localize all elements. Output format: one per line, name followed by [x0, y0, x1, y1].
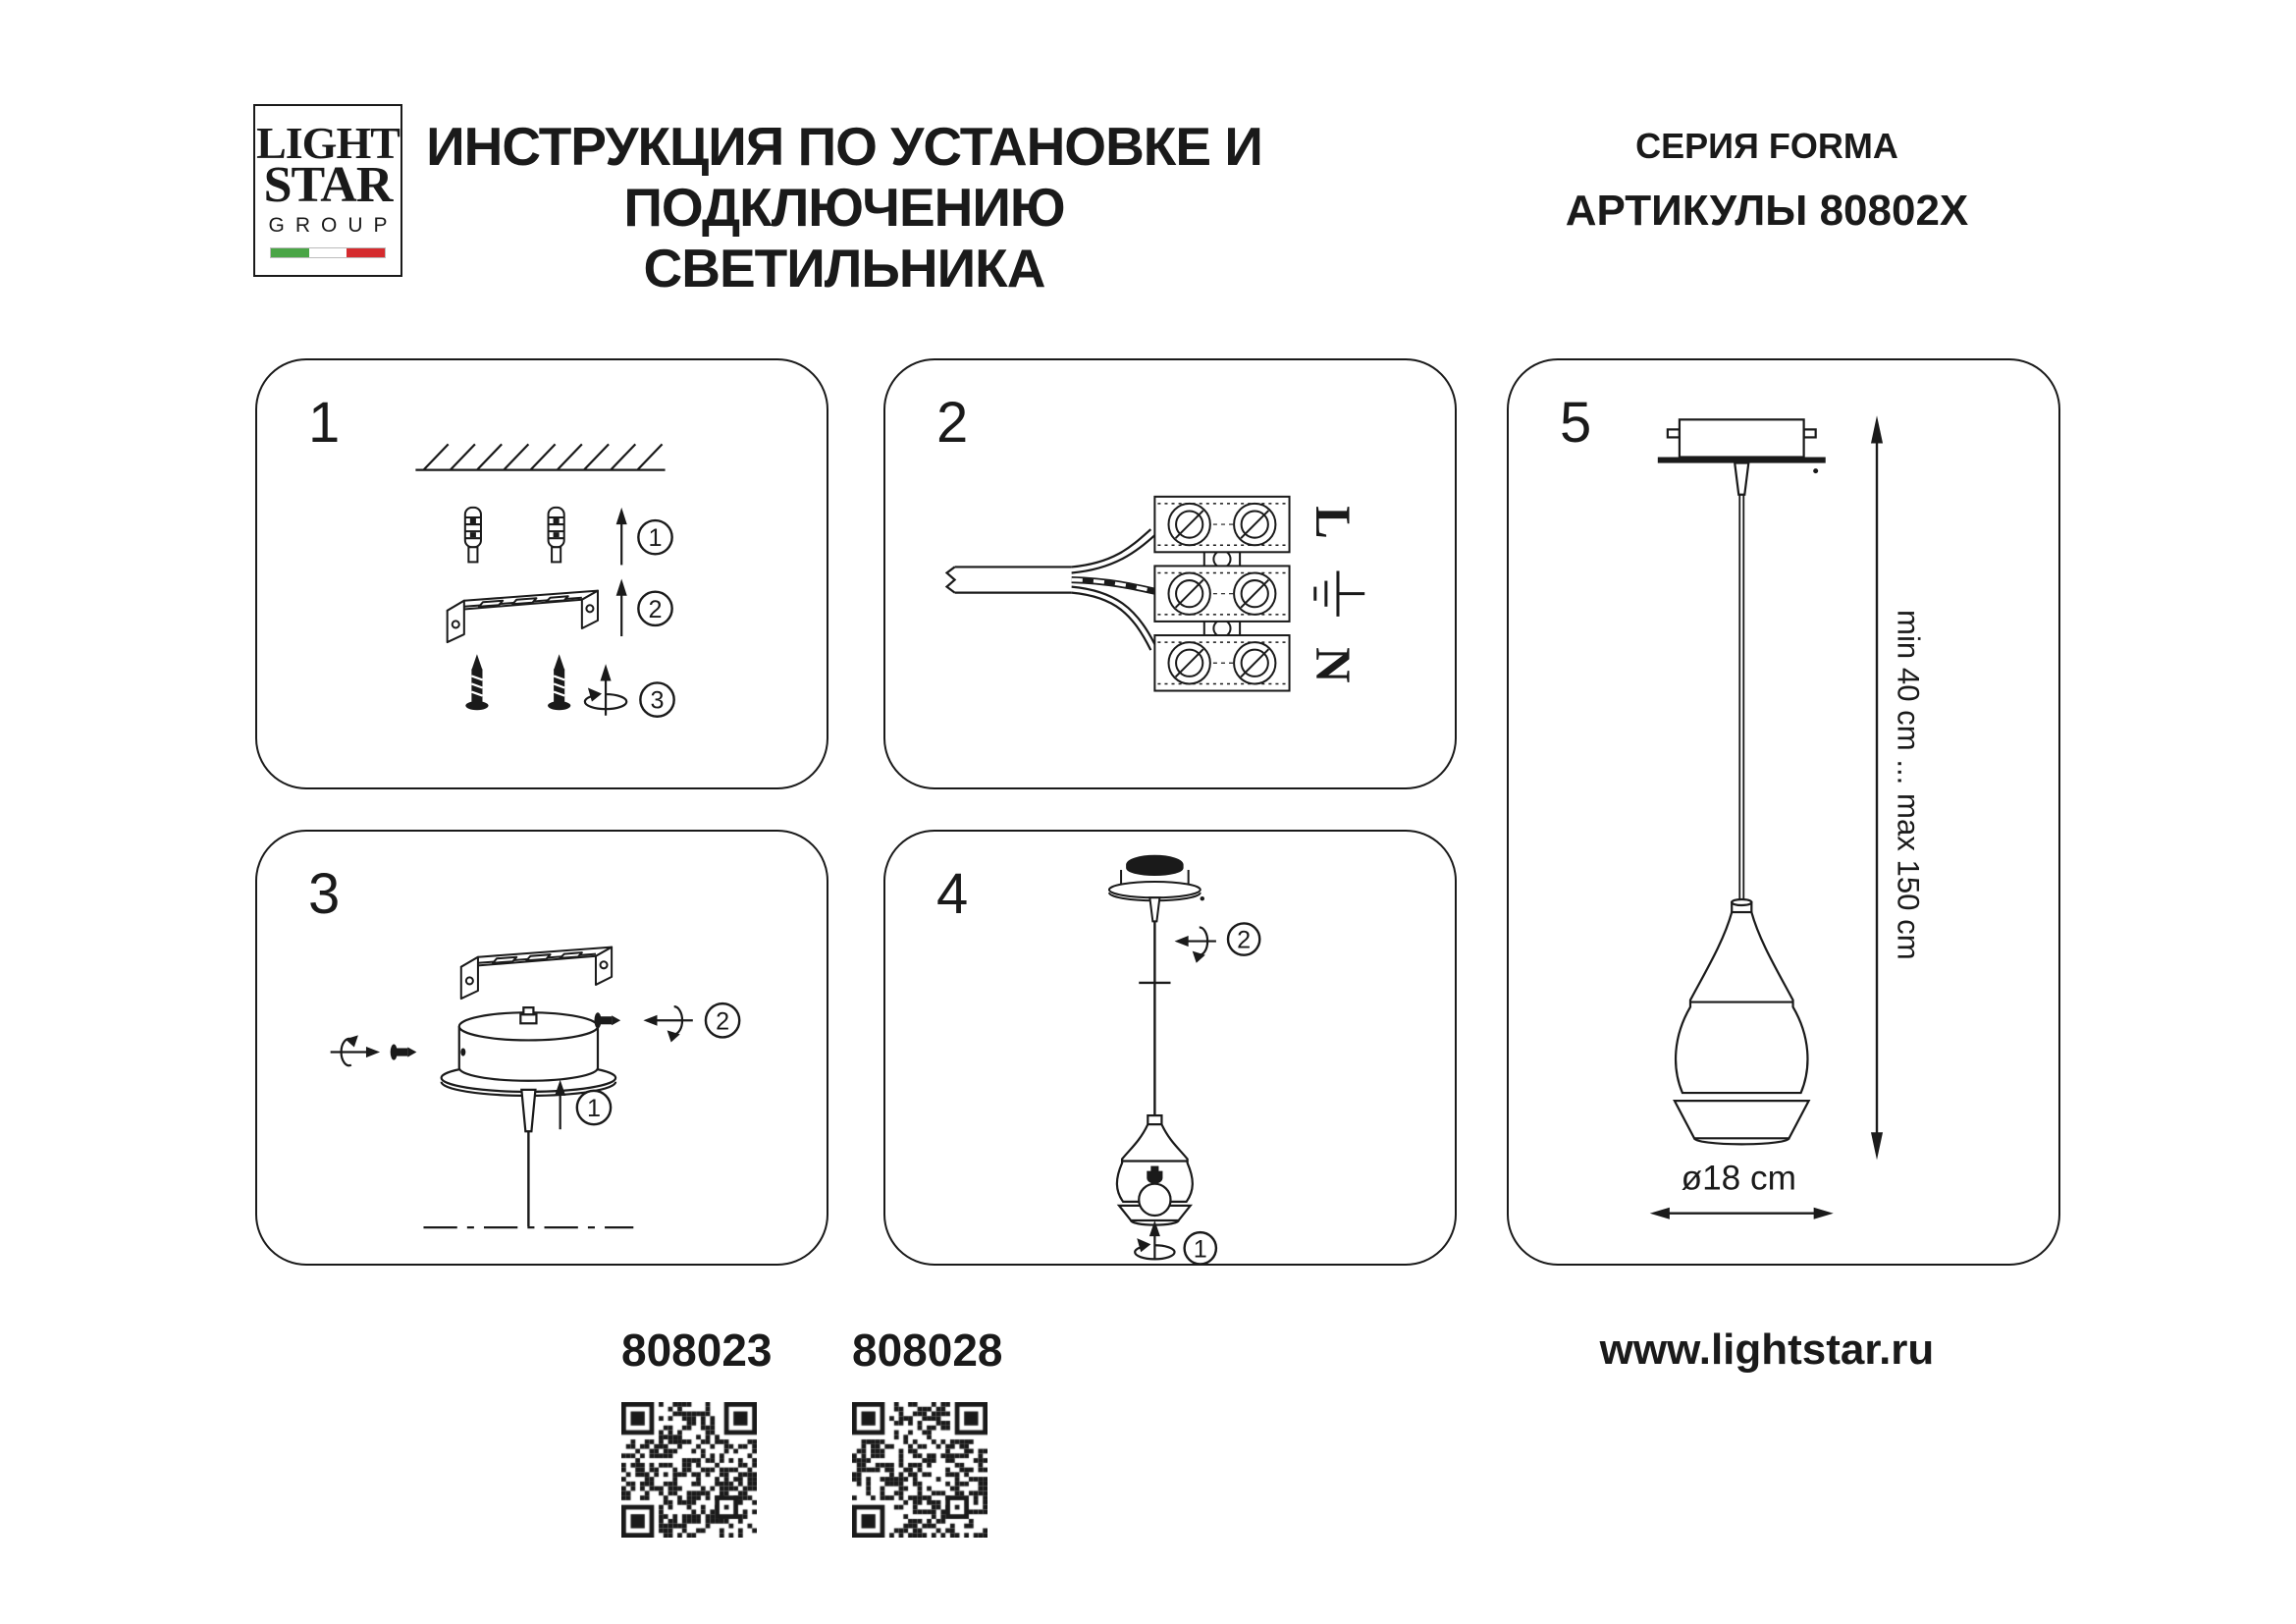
svg-text:1: 1	[1193, 1235, 1207, 1264]
ground-symbol	[1315, 570, 1364, 616]
step-marker-1	[1185, 1232, 1216, 1264]
terminal-label-neutral: N	[1305, 647, 1361, 683]
panel-step-2	[883, 358, 1457, 789]
panel-step-4	[883, 830, 1457, 1266]
power-cable-icon	[947, 529, 1155, 650]
step-number: 1	[308, 391, 341, 455]
panel1-diagram	[257, 360, 827, 787]
article-code: 808028	[852, 1325, 1003, 1376]
brand-logo	[253, 104, 402, 277]
article-code: 808023	[621, 1325, 773, 1376]
italian-flag-icon	[270, 247, 386, 258]
wall-plug-icon	[465, 508, 564, 562]
cord-icon	[1739, 495, 1743, 902]
arrow-up-icon	[616, 579, 627, 637]
ceiling-hatch-icon	[415, 444, 665, 469]
title-line: ИНСТРУКЦИЯ ПО УСТАНОВКЕ И	[426, 116, 1262, 177]
terminal-block-icon	[1154, 497, 1289, 691]
svg-text:2: 2	[648, 595, 663, 623]
page-title	[422, 116, 1266, 298]
step-marker-1	[638, 520, 671, 554]
shade-icon	[1675, 899, 1809, 1144]
height-range-label: min 40 cm ... max 150 cm	[1891, 610, 1926, 960]
svg-text:2: 2	[716, 1007, 730, 1036]
series-name: СЕРИЯ FORMA	[1635, 126, 1898, 166]
rotate-icon	[585, 664, 626, 715]
title-line: ПОДКЛЮЧЕНИЮ СВЕТИЛЬНИКА	[623, 177, 1065, 298]
rotate-icon	[1135, 1220, 1174, 1259]
series-block	[1512, 126, 2022, 236]
earth-wire-icon	[1072, 580, 1157, 592]
qr-code	[621, 1402, 757, 1538]
canopy-icon	[1658, 419, 1826, 494]
panel-step-5	[1507, 358, 2060, 1266]
rotate-icon	[331, 1035, 380, 1065]
panel-step-1	[255, 358, 828, 789]
step-marker-1	[577, 1091, 611, 1124]
step-marker-2	[706, 1003, 739, 1037]
article-qr-block	[852, 1324, 1003, 1538]
svg-text:2: 2	[1237, 926, 1252, 954]
step-marker-2	[638, 592, 671, 625]
article-qr-block	[621, 1324, 773, 1538]
screw-icon	[465, 654, 570, 710]
mounting-bracket-icon	[448, 591, 598, 642]
svg-text:1: 1	[648, 524, 663, 553]
website-url: www.lightstar.ru	[1599, 1326, 1935, 1374]
article-numbers: АРТИКУЛЫ 80802X	[1565, 187, 1969, 235]
panel4-diagram	[885, 832, 1455, 1264]
height-dimension-arrow	[1871, 415, 1883, 1160]
panel5-dimensions-diagram	[1509, 360, 2058, 1264]
canopy-icon	[1109, 856, 1204, 922]
qr-code	[852, 1402, 988, 1538]
panel2-wiring-diagram	[885, 360, 1455, 787]
diameter-dimension-arrow	[1650, 1208, 1834, 1219]
step-number: 4	[936, 862, 969, 926]
arrow-up-icon	[616, 508, 627, 566]
diameter-label: ø18 cm	[1681, 1159, 1796, 1198]
terminal-label-live: L	[1305, 506, 1361, 539]
panel3-diagram	[257, 832, 827, 1264]
step-marker-2	[1228, 923, 1259, 954]
step-number: 3	[308, 862, 341, 926]
rotate-icon	[643, 1006, 692, 1042]
logo-word: STAR	[263, 156, 393, 213]
svg-text:3: 3	[650, 686, 665, 715]
step-number: 2	[936, 391, 969, 455]
mounting-bracket-icon	[461, 947, 612, 999]
panel-step-3	[255, 830, 828, 1266]
step-marker-3	[640, 682, 673, 716]
rotate-icon	[1175, 927, 1216, 962]
logo-word: LIGHT	[256, 117, 400, 168]
svg-text:1: 1	[586, 1095, 601, 1123]
step-number: 5	[1560, 391, 1592, 455]
logo-word: GROUP	[268, 213, 399, 237]
